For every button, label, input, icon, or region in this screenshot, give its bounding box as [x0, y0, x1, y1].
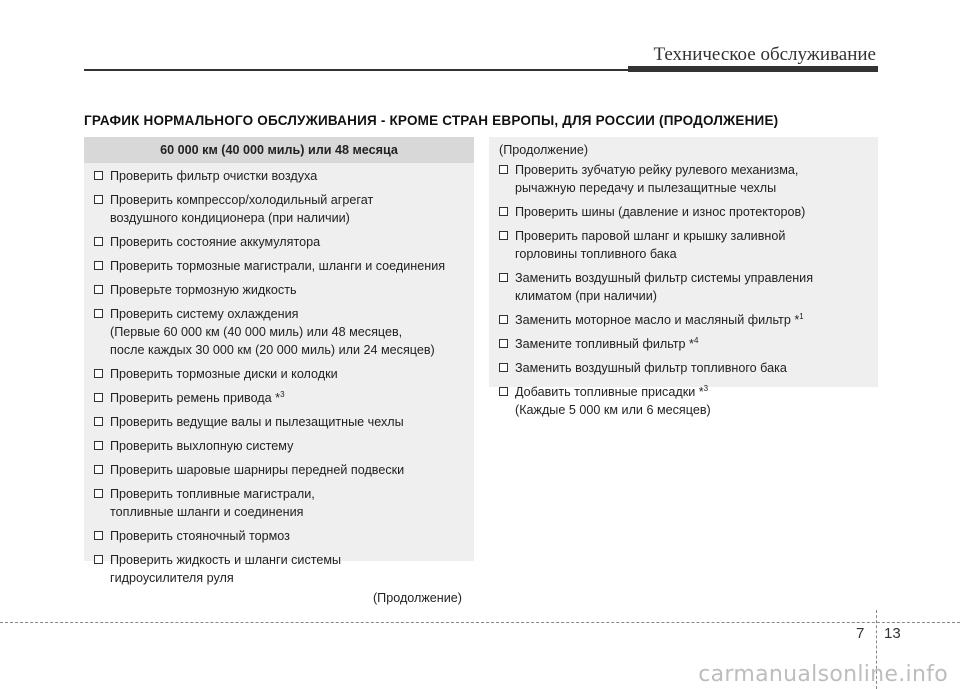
item-text: Замените топливный фильтр *: [515, 337, 694, 351]
item-text: Проверить топливные магистрали,: [110, 487, 315, 501]
watermark: carmanualsonline.info: [698, 662, 948, 687]
checkbox-icon: [94, 441, 103, 450]
checkbox-icon: [94, 393, 103, 402]
item-text: Проверить шины (давление и износ протекторов): [515, 205, 806, 219]
right-column: [489, 137, 878, 417]
checklist-item: [499, 269, 870, 305]
checklist-item: [94, 389, 466, 407]
item-text-line2: (Каждые 5 000 км или 6 месяцев): [515, 403, 711, 417]
checkbox-icon: [499, 339, 508, 348]
item-text: Проверить выхлопную систему: [110, 439, 294, 453]
checklist-item: [94, 527, 466, 545]
item-text: Проверить шаровые шарниры передней подвески: [110, 463, 405, 477]
item-text-line3: после каждых 30 000 км (20 000 миль) или 24 месяцев): [110, 343, 435, 357]
checklist-item: [94, 461, 466, 479]
checklist-item: [94, 485, 466, 521]
continued-label: (Продолжение): [372, 591, 462, 605]
checklist-item: [499, 227, 870, 263]
item-text: Проверить компрессор/холодильный агрегат: [110, 193, 374, 207]
checkbox-icon: [499, 207, 508, 216]
item-text: Проверить зубчатую рейку рулевого механизма,: [515, 163, 799, 177]
item-text: Проверить тормозные диски и колодки: [110, 367, 338, 381]
item-text: Заменить моторное масло и масляный фильтр *: [515, 313, 800, 327]
checkbox-icon: [94, 465, 103, 474]
item-text-line2: (Первые 60 000 км (40 000 миль) или 48 месяцев,: [110, 325, 403, 339]
checklist-item: [94, 191, 466, 227]
checkbox-icon: [94, 369, 103, 378]
left-column: [84, 137, 474, 605]
item-text-line2: горловины топливного бака: [515, 247, 677, 261]
page-number: 13: [884, 625, 901, 642]
item-text: Проверить фильтр очистки воздуха: [110, 169, 318, 183]
checklist-item: [499, 359, 870, 377]
checklist-item: [94, 551, 466, 587]
continued-label: (Продолжение): [499, 143, 589, 157]
header-bar: [628, 66, 878, 72]
checkbox-icon: [94, 237, 103, 246]
footnote-marker: 4: [693, 336, 699, 345]
footnote-marker: 1: [799, 312, 804, 321]
checkbox-icon: [499, 315, 508, 324]
checkbox-icon: [499, 387, 508, 396]
item-text: Проверьте тормозную жидкость: [110, 283, 297, 297]
right-checklist: [489, 161, 878, 419]
item-text: Проверить ремень привода *: [110, 391, 281, 405]
item-text: Заменить воздушный фильтр топливного бака: [515, 361, 787, 375]
checkbox-icon: [94, 555, 103, 564]
checklist-item: [94, 281, 466, 299]
checklist-item: [499, 383, 870, 419]
item-text: Проверить ведущие валы и пылезащитные чехлы: [110, 415, 404, 429]
checkbox-icon: [94, 261, 103, 270]
item-text-line2: рычажную передачу и пылезащитные чехлы: [515, 181, 777, 195]
checkbox-icon: [94, 489, 103, 498]
chapter-number: 7: [856, 625, 865, 642]
section-title: Техническое обслуживание: [653, 44, 876, 65]
checklist-item: [94, 233, 466, 251]
checklist-item: [499, 203, 870, 221]
checkbox-icon: [499, 363, 508, 372]
item-text: Проверить тормозные магистрали, шланги и соединения: [110, 259, 446, 273]
checklist-item: [94, 167, 466, 185]
item-text: Добавить топливные присадки *: [515, 385, 704, 399]
checkbox-icon: [499, 165, 508, 174]
interval-heading: 60 000 км (40 000 миль) или 48 месяца: [84, 137, 474, 163]
checklist-item: [499, 335, 870, 353]
item-text-line2: гидроусилителя руля: [110, 571, 234, 585]
checklist-item: [94, 305, 466, 359]
footer-dashed-line: [0, 622, 960, 623]
item-text-line2: воздушного кондиционера (при наличии): [110, 211, 350, 225]
checklist-item: [94, 413, 466, 431]
checklist-item: [499, 161, 870, 197]
checklist-item: [94, 437, 466, 455]
checkbox-icon: [499, 273, 508, 282]
item-text: Проверить систему охлаждения: [110, 307, 299, 321]
checklist-item: [499, 311, 870, 329]
checkbox-icon: [94, 195, 103, 204]
header-rule: [84, 69, 630, 71]
checkbox-icon: [94, 171, 103, 180]
item-text: Проверить жидкость и шланги системы: [110, 553, 342, 567]
footnote-marker: 3: [703, 384, 709, 393]
item-text-line2: климатом (при наличии): [515, 289, 657, 303]
item-text: Проверить состояние аккумулятора: [110, 235, 321, 249]
item-text: Проверить паровой шланг и крышку заливной: [515, 229, 786, 243]
checkbox-icon: [94, 417, 103, 426]
item-text: Заменить воздушный фильтр системы управления: [515, 271, 814, 285]
checkbox-icon: [499, 231, 508, 240]
item-text-line2: топливные шланги и соединения: [110, 505, 304, 519]
left-checklist: [84, 163, 474, 607]
item-text: Проверить стояночный тормоз: [110, 529, 290, 543]
checklist-item: [94, 257, 466, 275]
checkbox-icon: [94, 309, 103, 318]
checkbox-icon: [94, 285, 103, 294]
page-title: ГРАФИК НОРМАЛЬНОГО ОБСЛУЖИВАНИЯ - КРОМЕ СТРАН ЕВРОПЫ, ДЛЯ РОССИИ (ПРОДОЛЖЕНИЕ): [84, 113, 779, 128]
footnote-marker: 3: [280, 390, 285, 399]
checkbox-icon: [94, 531, 103, 540]
checklist-item: [94, 365, 466, 383]
